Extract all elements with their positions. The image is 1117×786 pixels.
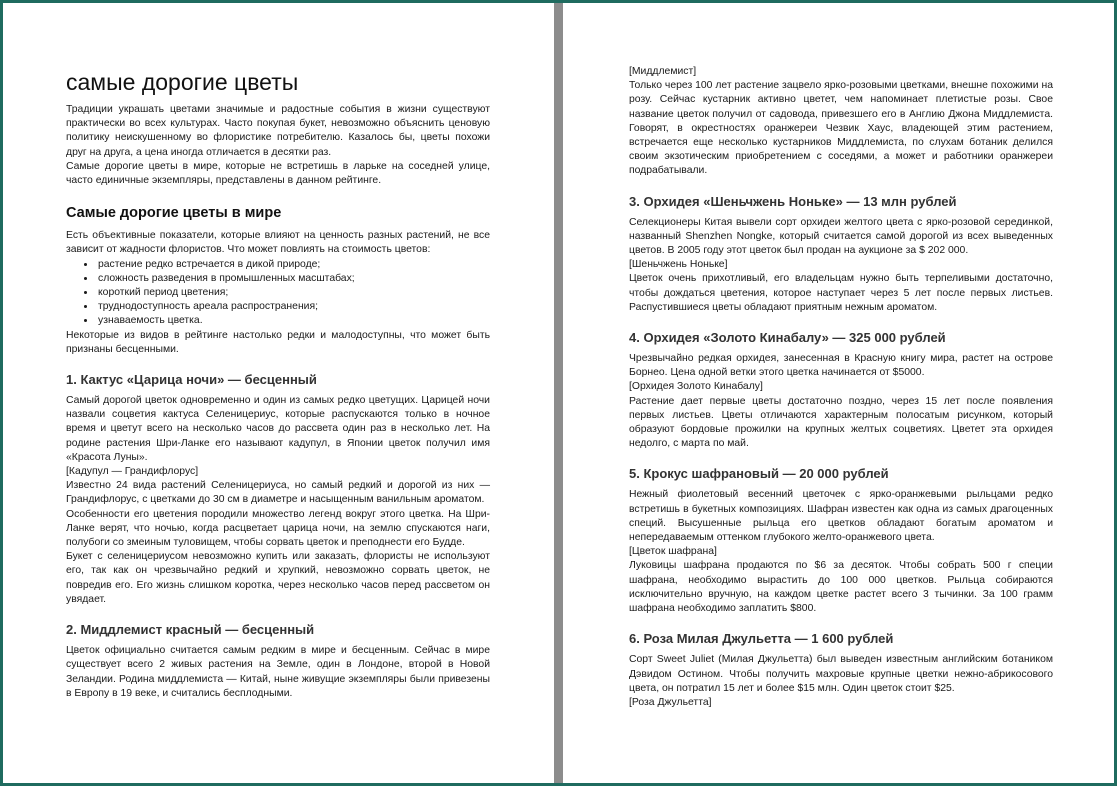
item-4-heading: 4. Орхидея «Золото Кинабалу» — 325 000 рублей (629, 330, 946, 346)
item-1-paragraph: Особенности его цветения породили множество легенд вокруг этого цветка. На Шри-Ланке верят, что ночью, когда расцветает царица ночи, на землю спускаются наги, полубоги со змеиным туловищем, чтобы сорвать цветок и преподнести его Будде. (66, 508, 490, 549)
list-item: • труднодоступность ареала распространения; (96, 300, 490, 314)
item-6-paragraph: Сорт Sweet Juliet (Милая Джульетта) был выведен известным английским ботаником Дэвидом Остином. Чтобы получить махровые крупные цветки нежно-абрикосового цвета, он потратил 15 лет и более $15 млн. Один цветок стоит $25. (629, 654, 1053, 694)
item-5-paragraph: Нежный фиолетовый весенний цветочек с ярко-оранжевыми рыльцами редко встретишь в букетных композициях. Шафран известен как одна из самых драгоценных специй. Высушенные рыльца его цветков обладают богатым ароматом и непередаваемым оттенком глубокого желто-оранжевого цвета. (629, 489, 1053, 544)
section-paragraph: Есть объективные показатели, которые влияют на ценность разных растений, не все зависит от жадности флористов. Что может повлиять на стоимость цветов: (66, 230, 490, 256)
page-1-content (66, 67, 490, 701)
document-viewport[interactable] (3, 3, 1114, 783)
item-5-heading: 5. Крокус шафрановый — 20 000 рублей (629, 466, 889, 482)
list-item: • сложность разведения в промышленных масштабах; (96, 272, 490, 286)
factors-list (66, 258, 490, 329)
section-heading: Самые дорогие цветы в мире (66, 205, 282, 222)
item-2-paragraph: Только через 100 лет растение зацвело ярко-розовыми цветками, внешне похожими на розу. Сейчас кустарник активно цветет, чем напоминает плетистые розы. Свое название цветок получил от садовода, привезшего его в Англию Джона Миддлемиста. Говорят, в окрестностях оранжереи Чезвик Хаус, владеющей этим растением, встречается еще несколько кустарников Миддлемиста, по слухам ботаник делился своим экзотическим приобретением с соседями, а может и работники оранжереи подрабатывали. (629, 80, 1053, 177)
item-3-heading: 3. Орхидея «Шеньчжень Нонькe» — 13 млн рублей (629, 193, 957, 209)
item-1-heading: 1. Кактус «Царица ночи» — бесценный (66, 372, 317, 388)
document-title: самые дорогие цветы (66, 69, 299, 95)
item-1-paragraph: Известно 24 вида растений Селеницериуса, но самый редкий и дорогой из них — Грандифлорус, с цветками до 30 см в диаметре и насыщенным ванильным ароматом. (66, 480, 490, 506)
item-4-paragraph: Чрезвычайно редкая орхидея, занесенная в Красную книгу мира, растет на острове Борнео. Цена одной ветки этого цветка начинается от $5000. (629, 353, 1053, 379)
item-6-heading: 6. Роза Милая Джульетта — 1 600 рублей (629, 631, 894, 647)
item-3-paragraph: Селекционеры Китая вывели сорт орхидеи желтого цвета с ярко-розовой серединкой, названный Shenzhen Nongke, который считается самой дорогой из всех выведенных цветов. В 2005 году этот цветок был продан на аукционе за $ 202 000. (629, 216, 1053, 257)
item-1-paragraph: Самый дорогой цветок одновременно и один из самых редко цветущих. Царицей ночи назвали соцветия кактуса Селеницериус, которые распускаются только в ночное время и цветут всего на несколько часов до рассвета один раз в несколько лет. На родине растения Шри-Ланке его называют кадупул, в Японии цветок получил имя «Красота Луны». (66, 395, 490, 463)
image-caption: [Шеньчжень Нонькe] (629, 259, 728, 271)
image-caption: [Кадупул — Грандифлорус] (66, 466, 199, 478)
item-2-paragraph: Цветок официально считается самым редким в мире и бесценным. Сейчас в мире существует всего 2 живых растения на Земле, один в Лондоне, второй в Новой Зеландии. Родина миддлемиста — Китай, ныне живущие экземпляры были привезены в Европу в 19 веке, и считались бесплодными. (66, 645, 490, 699)
intro-paragraph-2: Самые дорогие цветы в мире, которые не встретишь в ларьке на соседней улице, часто единичные экземпляры, представлены в данном рейтинге. (66, 160, 490, 187)
document-page-2 (563, 3, 1114, 783)
image-caption: [Миддлемист] (629, 66, 697, 77)
item-3-paragraph: Цветок очень прихотливый, его владельцам нужно быть терпеливыми достаточно, чтобы дождаться цветения, которое наступает через 5 лет после первых листьев. Распустившиеся цветы обладают приятным нежным ароматом. (629, 273, 1053, 313)
image-caption: [Цветок шафрана] (629, 546, 717, 558)
item-1-paragraph: Букет с селеницериусом невозможно купить или заказать, флористы не используют его, так как он чрезвычайно редкий и хрупкий, невозможно сорвать цветок, не повредив его. Его жизнь слишком коротка, через несколько часов перед рассветом он увядает. (66, 551, 490, 605)
item-2-heading: 2. Миддлемист красный — бесценный (66, 622, 315, 638)
image-caption: [Орхидея Золото Кинабалу] (629, 381, 763, 393)
image-caption: [Роза Джульетта] (629, 696, 712, 708)
list-item: • узнаваемость цветка. (96, 314, 490, 328)
document-page-1 (3, 3, 554, 783)
list-item: • короткий период цветения; (96, 286, 490, 300)
item-4-paragraph: Растение дает первые цветы достаточно поздно, через 15 лет после появления первых листьев. Цветы отличаются характерным полосатым рисунком, который образуют бордовые прожилки на крупных желтых соцветиях. Цветет эта орхидея недолго, с марта по май. (629, 395, 1053, 450)
section-after-paragraph: Некоторые из видов в рейтинге настолько редки и малодоступны, что может быть признаны бесценными. (66, 329, 490, 355)
page-2-content (629, 65, 1053, 710)
list-item: • растение редко встречается в дикой природе; (96, 258, 490, 272)
item-5-paragraph: Луковицы шафрана продаются по $6 за десяток. Чтобы собрать 500 г специи шафрана, необходимо вырастить до 100 000 цветков. Рыльца собираются исключительно вручную, на каждом цветке растет всего 3 тычинки. За 100 грамм шафрана необходимо заплатить $800. (629, 560, 1053, 615)
intro-paragraph-1: Традиции украшать цветами значимые и радостные события в жизни существуют практически во всех культурах. Часто покупая букет, невозможно объяснить ценовую политику неискушенному во флористике потребителю. Казалось бы, цветы похожи друг на друга, а цена иногда отличается в десятки раз. (66, 104, 490, 158)
